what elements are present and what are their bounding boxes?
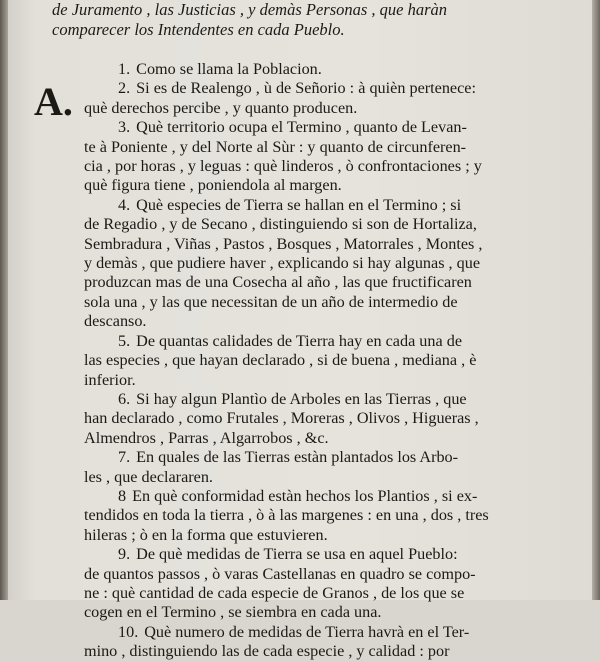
question-line: produzcan mas de una Cosecha al año , las que fructificaren (84, 273, 472, 292)
question-line: inferior. (84, 370, 136, 389)
question-number: 5. (118, 331, 131, 350)
question-item (84, 448, 584, 487)
question-line: las especies , que hayan declarado , si de buena , mediana , è (84, 351, 477, 370)
question-item (84, 390, 584, 448)
question-line: què figura tiene , poniendola al margen. (84, 176, 342, 195)
question-line (84, 545, 584, 564)
question-line: Almendros , Parras , Algarrobos , &c. (84, 428, 329, 447)
heading-line: comparecer los Intendentes en cada Pueblo. (52, 20, 345, 39)
question-text: En quales de las Tierras estàn plantados los Arbo- (136, 448, 459, 467)
question-item (84, 545, 584, 623)
question-line: mino , distinguiendo las de cada especie , y calidad : por (84, 642, 450, 661)
question-number: 9. (118, 545, 131, 564)
question-item (84, 196, 584, 332)
question-line (84, 60, 584, 79)
question-number: 7. (118, 448, 131, 467)
question-line: cogen en el Termino , se siembra en cada una. (84, 603, 382, 622)
question-line (84, 118, 584, 137)
question-number: 10. (118, 622, 139, 641)
question-number: 1. (118, 60, 131, 78)
question-line: han declarado , como Frutales , Moreras , Olivos , Higueras , (84, 409, 479, 428)
question-text: Què territorio ocupa el Termino , quanto de Levan- (136, 118, 467, 137)
page-shadow-right (592, 0, 600, 600)
questionnaire-body (84, 60, 584, 662)
question-line (84, 196, 584, 215)
question-line: Sembradura , Viñas , Pastos , Bosques , Matorrales , Montes , (84, 234, 483, 253)
page-shadow-left (0, 0, 8, 600)
question-number: 3. (118, 118, 131, 137)
question-line: hileras ; ò en la forma que estuvieren. (84, 525, 328, 544)
question-line: ne : què cantidad de cada especie de Granos , de los que se (84, 583, 465, 602)
question-line: descanso. (84, 312, 147, 331)
question-item (84, 332, 584, 390)
question-line (84, 332, 584, 351)
question-number: 6. (118, 389, 131, 408)
question-number: 4. (118, 195, 131, 214)
question-line (84, 390, 584, 409)
question-number: 2. (118, 79, 131, 98)
question-text: Si es de Realengo , ù de Señorio : à quièn pertenece: (136, 79, 476, 98)
question-item (84, 79, 584, 118)
question-number: 8 (118, 486, 127, 505)
question-text: De què medidas de Tierra se usa en aquel Pueblo: (136, 545, 458, 564)
question-item (84, 623, 584, 662)
question-line: te à Poniente , y del Norte al Sùr : y quanto de circunferen- (84, 137, 467, 156)
question-text: En què conformidad estàn hechos los Plantios , si ex- (132, 486, 478, 505)
question-item (84, 487, 584, 545)
question-line: de Regadio , y de Secano , distinguiendo si son de Hortaliza, (84, 215, 477, 234)
question-item (84, 60, 584, 79)
question-text: Què numero de medidas de Tierra havrà en el Ter- (144, 622, 470, 641)
question-text: Si hay algun Plantìo de Arboles en las Tierras , que (136, 389, 467, 408)
question-line: de quantos passos , ò varas Castellanas en quadro se compo- (84, 564, 476, 583)
question-line: què derechos percibe , y quanto producen. (84, 98, 358, 117)
question-text: Como se llama la Poblacion. (136, 60, 322, 78)
question-line (84, 79, 584, 98)
question-line (84, 448, 584, 467)
page-heading (52, 0, 572, 40)
question-text: De quantas calidades de Tierra hay en cada una de (136, 331, 463, 350)
heading-line: de Juramento , las Justicias , y demàs Personas , que haràn (52, 0, 448, 19)
question-line (84, 487, 584, 506)
question-line (84, 623, 584, 642)
question-line: y demàs , que pudiere haver , explicando si hay algunas , que (84, 254, 481, 273)
question-line: les , que declararen. (84, 467, 213, 486)
question-item (84, 118, 584, 196)
question-line: tendidos en toda la tierra , ò à las margenes : en una , dos , tres (84, 506, 489, 525)
question-text: Què especies de Tierra se hallan en el Termino ; si (136, 195, 462, 214)
question-line: sola una , y las que necessitan de un año de intermedio de (84, 292, 458, 311)
section-letter: A. (34, 79, 73, 124)
question-line: cia , por horas , y leguas : què linderos , ò confrontaciones ; y (84, 157, 482, 176)
